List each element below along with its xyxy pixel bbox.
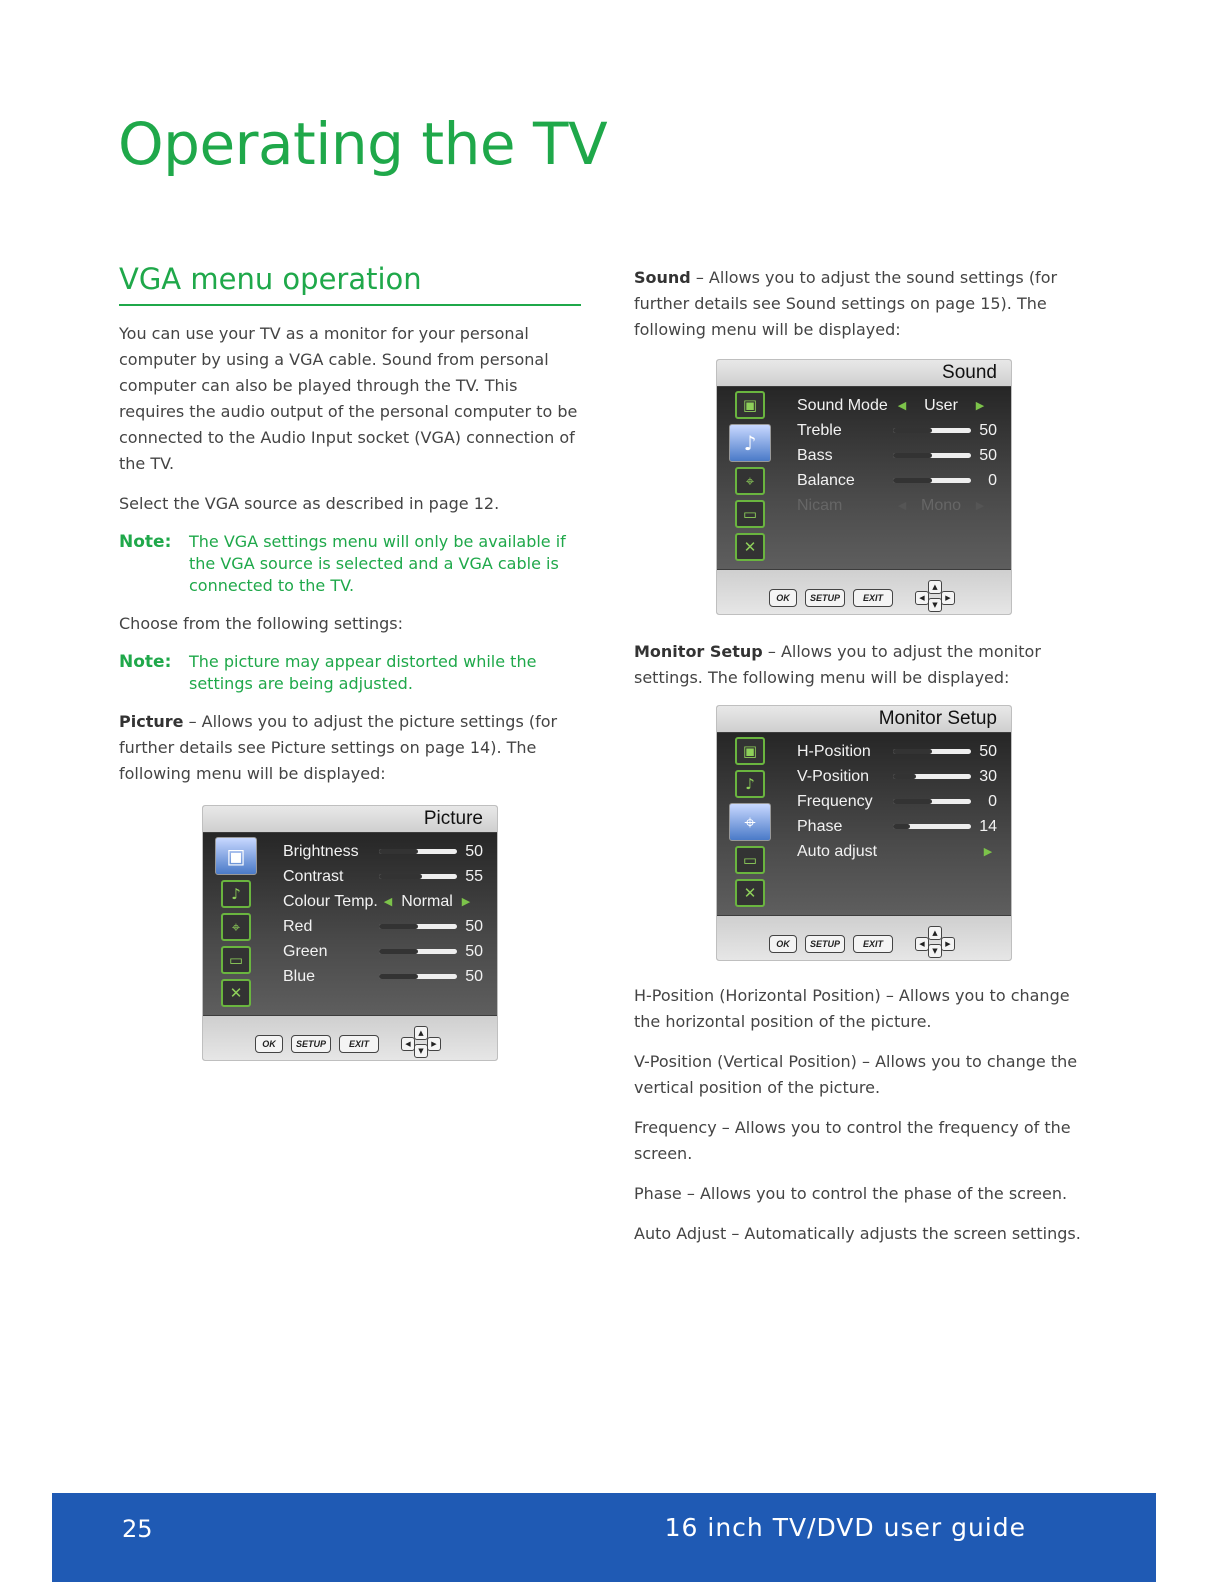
menu-body: [203, 833, 497, 1015]
right-arrow-icon: ▶: [975, 500, 985, 512]
right-arrow-icon: ▶: [941, 591, 955, 605]
left-column: [119, 262, 581, 1061]
menu-body: [717, 387, 1011, 569]
right-arrow-icon: ▶: [427, 1037, 441, 1051]
note-label: Note:: [119, 652, 172, 672]
down-arrow-icon: ▼: [928, 944, 942, 958]
level-fill: [893, 478, 932, 483]
row-value: 55: [465, 867, 483, 885]
monitor-icon: ▭: [221, 946, 251, 974]
note-distortion: [119, 651, 581, 695]
sound-desc: – Allows you to adjust the sound settings (for further details see Sound settings on page 15). The following menu will be displayed:: [634, 268, 1058, 339]
picture-desc: – Allows you to adjust the picture settings (for further details see Picture settings on page 14). The following menu will be displayed:: [119, 712, 558, 783]
level-fill: [379, 924, 418, 929]
menu-body: [717, 733, 1011, 915]
definition-v-position: V-Position (Vertical Position) – Allows you to change the vertical position of the picture.: [634, 1052, 1078, 1097]
level-bar: [379, 974, 457, 979]
row-label: Phase: [797, 817, 843, 835]
row-label: Brightness: [283, 842, 359, 860]
row-label: V-Position: [797, 767, 870, 785]
row-value: 0: [988, 792, 997, 810]
row-value: 50: [465, 842, 483, 860]
page-footer: [52, 1493, 1156, 1582]
menu-row: [797, 814, 997, 839]
level-bar: [893, 749, 971, 754]
up-arrow-icon: ▲: [414, 1026, 428, 1040]
section-heading: VGA menu operation: [119, 262, 581, 306]
left-arrow-icon: ◀: [383, 896, 393, 908]
level-bar: [893, 428, 971, 433]
menu-title: Picture: [203, 806, 497, 832]
level-fill: [893, 453, 932, 458]
menu-row: [797, 418, 997, 443]
up-arrow-icon: ▲: [928, 580, 942, 594]
exit-button: EXIT: [339, 1035, 379, 1053]
row-value: 50: [979, 742, 997, 760]
row-label: Auto adjust: [797, 842, 878, 860]
row-label: Bass: [797, 446, 833, 464]
right-column: [634, 265, 1094, 1247]
ok-button: OK: [255, 1035, 283, 1053]
menu-row: [283, 839, 483, 864]
satellite-icon: ⌖: [729, 803, 771, 841]
menu-icon-column: [727, 737, 779, 912]
note-label: Note:: [119, 532, 172, 552]
speaker-icon: ♪: [221, 880, 251, 908]
down-arrow-icon: ▼: [414, 1044, 428, 1058]
sound-menu-screenshot: [716, 359, 1012, 615]
menu-buttons: [717, 582, 1011, 614]
menu-row: [283, 889, 483, 914]
level-fill: [893, 799, 932, 804]
satellite-icon: ⌖: [221, 913, 251, 941]
tools-icon: ✕: [221, 979, 251, 1007]
menu-rows: [797, 393, 997, 518]
menu-buttons: [717, 928, 1011, 960]
definition-frequency: Frequency – Allows you to control the frequency of the screen.: [634, 1118, 1071, 1163]
menu-row: [797, 493, 997, 518]
right-arrow-icon: ▶: [461, 896, 471, 908]
row-value: 50: [465, 967, 483, 985]
menu-footer: [203, 1016, 497, 1060]
monitor-term: Monitor Setup: [634, 642, 763, 661]
definition-phase: Phase – Allows you to control the phase of the screen.: [634, 1184, 1068, 1203]
direction-pad: [907, 928, 959, 960]
satellite-icon: ⌖: [735, 467, 765, 495]
left-arrow-icon: ◀: [897, 400, 907, 412]
row-label: Sound Mode: [797, 396, 888, 414]
level-bar: [379, 949, 457, 954]
direction-pad: [393, 1028, 445, 1060]
row-option: Mono: [920, 496, 962, 514]
menu-rows: [283, 839, 483, 989]
choose-paragraph: Choose from the following settings:: [119, 614, 404, 633]
level-fill: [379, 974, 418, 979]
row-value: 0: [988, 471, 997, 489]
menu-row: [283, 864, 483, 889]
menu-row: [797, 764, 997, 789]
menu-row: [797, 443, 997, 468]
guide-title: 16 inch TV/DVD user guide: [664, 1513, 1026, 1542]
row-option: Normal: [401, 892, 453, 910]
level-bar: [379, 849, 457, 854]
down-arrow-icon: ▼: [928, 598, 942, 612]
menu-icon-column: [213, 837, 265, 1012]
row-label: Blue: [283, 967, 316, 985]
row-label: Contrast: [283, 867, 344, 885]
monitor-desc: – Allows you to adjust the monitor settings. The following menu will be displayed:: [634, 642, 1041, 687]
monitor-menu-screenshot: [716, 705, 1012, 961]
picture-paragraph: [119, 709, 581, 787]
right-arrow-icon: ▶: [941, 937, 955, 951]
row-label: Nicam: [797, 496, 843, 514]
up-arrow-icon: ▲: [928, 926, 942, 940]
tools-icon: ✕: [735, 533, 765, 561]
monitor-icon: ▭: [735, 500, 765, 528]
select-paragraph: Select the VGA source as described in page 12.: [119, 494, 500, 513]
menu-row: [283, 964, 483, 989]
level-fill: [893, 824, 910, 829]
setup-button: SETUP: [805, 935, 845, 953]
level-bar: [379, 874, 457, 879]
picture-term: Picture: [119, 712, 184, 731]
left-arrow-icon: ◀: [915, 937, 929, 951]
level-bar: [893, 799, 971, 804]
row-value: 50: [465, 942, 483, 960]
level-fill: [379, 949, 418, 954]
level-fill: [379, 849, 418, 854]
sound-term: Sound: [634, 268, 691, 287]
left-arrow-icon: ◀: [401, 1037, 415, 1051]
sound-paragraph: [634, 265, 1094, 343]
row-value: 50: [465, 917, 483, 935]
row-label: Treble: [797, 421, 842, 439]
picture-icon: ▣: [735, 391, 765, 419]
menu-row: [283, 939, 483, 964]
row-value: 30: [979, 767, 997, 785]
picture-menu-screenshot: [202, 805, 498, 1061]
definition-auto-adjust: Auto Adjust – Automatically adjusts the screen settings.: [634, 1224, 1081, 1243]
row-value: 50: [979, 446, 997, 464]
setup-button: SETUP: [805, 589, 845, 607]
left-arrow-icon: ◀: [915, 591, 929, 605]
level-fill: [893, 749, 932, 754]
page-number: 25: [122, 1515, 153, 1543]
level-bar: [893, 774, 971, 779]
note-vga: [119, 531, 581, 597]
level-bar: [893, 478, 971, 483]
row-label: Frequency: [797, 792, 873, 810]
level-bar: [893, 824, 971, 829]
row-label: H-Position: [797, 742, 871, 760]
picture-icon: ▣: [215, 837, 257, 875]
menu-title: Sound: [717, 360, 1011, 386]
menu-row: [797, 789, 997, 814]
row-label: Balance: [797, 471, 855, 489]
monitor-icon: ▭: [735, 846, 765, 874]
level-fill: [893, 428, 932, 433]
direction-pad: [907, 582, 959, 614]
setup-button: SETUP: [291, 1035, 331, 1053]
right-arrow-icon: ▶: [975, 400, 985, 412]
picture-icon: ▣: [735, 737, 765, 765]
level-fill: [379, 874, 422, 879]
speaker-icon: ♪: [729, 424, 771, 462]
note-text: The picture may appear distorted while the settings are being adjusted.: [189, 652, 537, 693]
tools-icon: ✕: [735, 879, 765, 907]
ok-button: OK: [769, 589, 797, 607]
menu-row: [797, 393, 997, 418]
row-label: Colour Temp.: [283, 892, 378, 910]
monitor-paragraph: [634, 639, 1094, 691]
ok-button: OK: [769, 935, 797, 953]
menu-icon-column: [727, 391, 779, 566]
speaker-icon: ♪: [735, 770, 765, 798]
intro-paragraph: You can use your TV as a monitor for your personal computer by using a VGA cable. Sound from personal computer can also be played through the TV. This requires the audio output of the personal computer to be connected to the Audio Input socket (VGA) connection of the TV.: [119, 324, 578, 473]
note-text: The VGA settings menu will only be available if the VGA source is selected and a VGA cable is connected to the TV.: [189, 532, 566, 595]
left-arrow-icon: ◀: [897, 500, 907, 512]
row-option: User: [924, 396, 958, 414]
menu-footer: [717, 570, 1011, 614]
menu-row: [283, 914, 483, 939]
right-arrow-icon: ▶: [983, 846, 993, 858]
definition-h-position: H-Position (Horizontal Position) – Allows you to change the horizontal position of the picture.: [634, 986, 1070, 1031]
page-title: Operating the TV: [118, 110, 608, 178]
row-value: 50: [979, 421, 997, 439]
menu-row: [797, 839, 997, 864]
menu-row: [797, 739, 997, 764]
menu-row: [797, 468, 997, 493]
menu-rows: [797, 739, 997, 864]
level-bar: [379, 924, 457, 929]
exit-button: EXIT: [853, 589, 893, 607]
level-fill: [893, 774, 916, 779]
row-value: 14: [979, 817, 997, 835]
menu-footer: [717, 916, 1011, 960]
exit-button: EXIT: [853, 935, 893, 953]
row-label: Green: [283, 942, 328, 960]
level-bar: [893, 453, 971, 458]
menu-title: Monitor Setup: [717, 706, 1011, 732]
menu-buttons: [203, 1028, 497, 1060]
row-label: Red: [283, 917, 313, 935]
